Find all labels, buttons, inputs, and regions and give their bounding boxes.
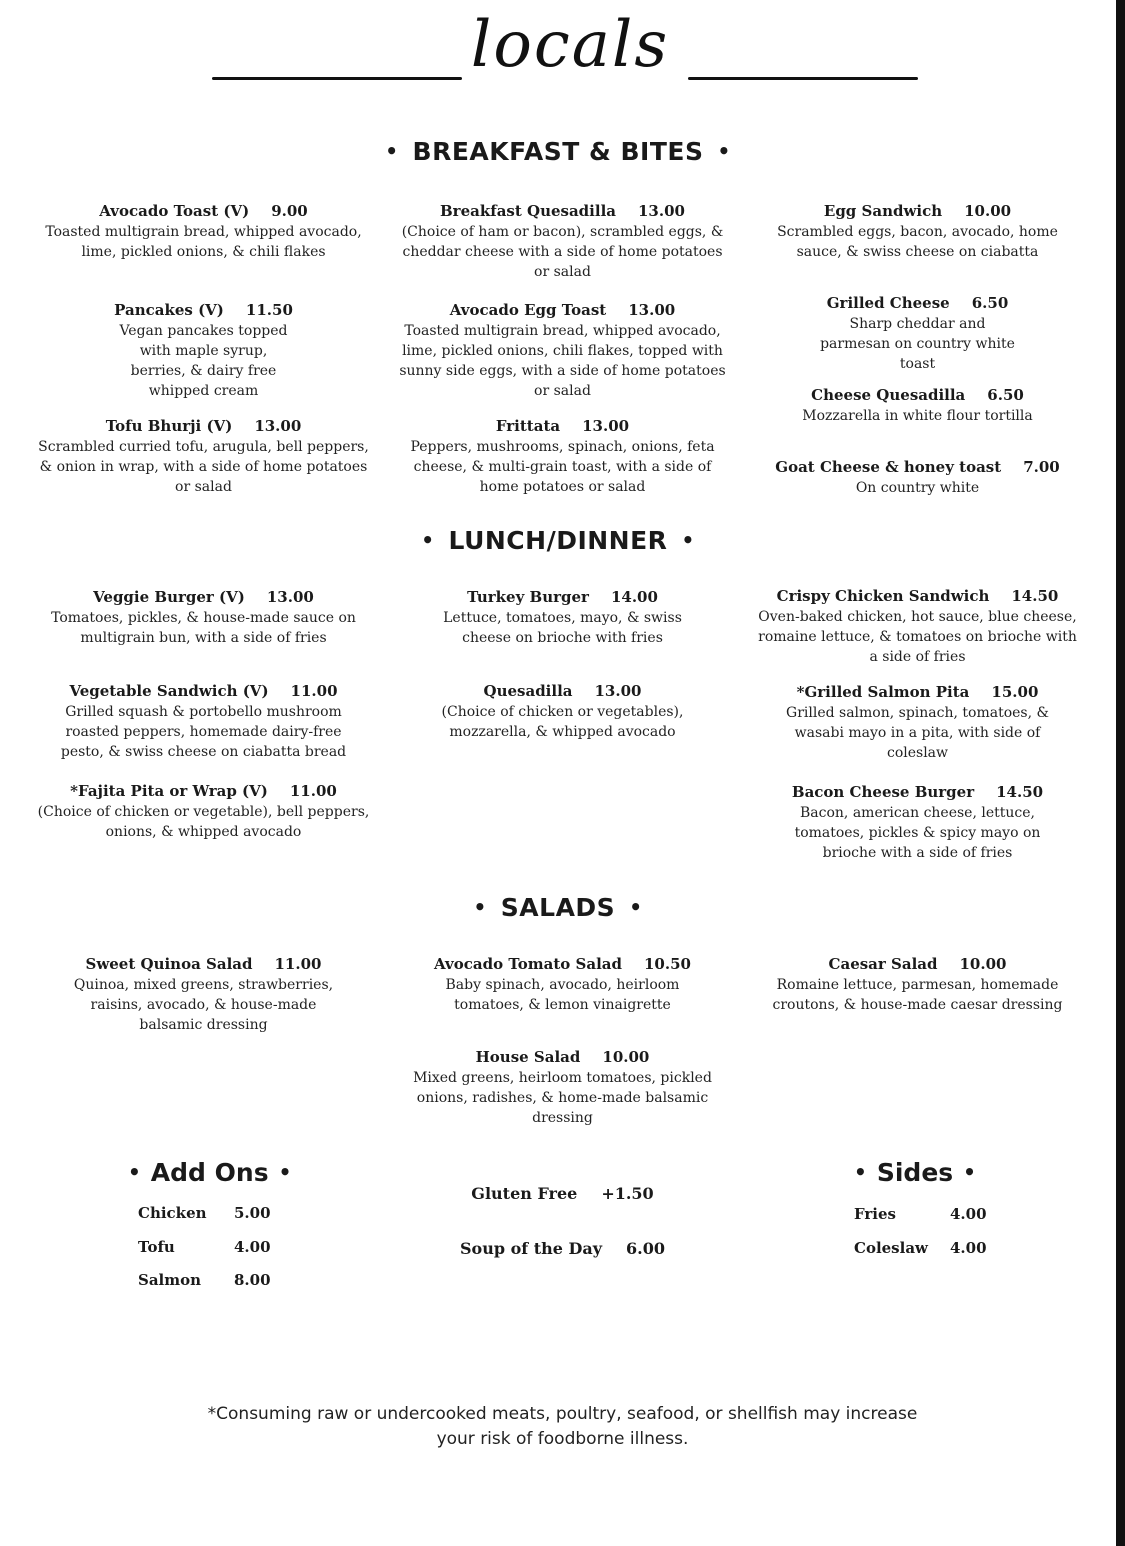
item-name: Sweet Quinoa Salad xyxy=(85,955,253,973)
item-desc: Vegan pancakes topped with maple syrup, berries, & dairy free whipped cream xyxy=(119,323,288,399)
item-name: Turkey Burger xyxy=(467,588,589,606)
extra-row xyxy=(380,1239,745,1258)
item-name: Goat Cheese & honey toast xyxy=(775,458,1002,476)
logo-text: locals xyxy=(470,8,670,82)
section-title-salads xyxy=(0,893,1116,922)
menu-item xyxy=(745,681,1090,763)
bullet-icon: • xyxy=(681,528,695,552)
menu-item xyxy=(31,200,376,262)
addon-name: Tofu xyxy=(138,1238,175,1256)
side-price: 4.00 xyxy=(950,1239,987,1257)
bullet-icon: • xyxy=(717,139,731,163)
footnote-warning: *Consuming raw or undercooked meats, poultry, seafood, or shellfish may increase your risk of foodborne illness. xyxy=(207,1404,918,1449)
item-desc: Oven-baked chicken, hot sauce, blue cheese, romaine lettuce, & tomatoes on brioche with a side of fries xyxy=(758,609,1077,665)
section-title-lunch xyxy=(0,526,1116,555)
addon-name: Chicken xyxy=(138,1204,207,1222)
item-desc: Bacon, american cheese, lettuce, tomatoes, pickles & spicy mayo on brioche with a side of fries xyxy=(794,805,1041,861)
item-name: Frittata xyxy=(495,417,561,435)
section-label: Add Ons xyxy=(150,1158,269,1187)
menu-item xyxy=(390,415,735,497)
item-price: 10.50 xyxy=(643,955,691,973)
item-desc: Sharp cheddar and parmesan on country white toast xyxy=(820,316,1015,372)
item-name: Breakfast Quesadilla xyxy=(440,202,616,220)
bullet-icon: • xyxy=(421,528,435,552)
side-price: 4.00 xyxy=(950,1205,987,1223)
addon-row xyxy=(138,1238,271,1256)
item-desc: On country white xyxy=(855,480,980,496)
item-name: Pancakes (V) xyxy=(114,301,224,319)
item-price: 10.00 xyxy=(602,1048,650,1066)
section-title-sides xyxy=(840,1158,990,1187)
menu-item xyxy=(390,680,735,742)
addon-row xyxy=(138,1204,271,1222)
side-name: Coleslaw xyxy=(854,1239,928,1257)
addon-price: 4.00 xyxy=(234,1238,271,1256)
menu-item xyxy=(390,1046,735,1128)
item-name: Avocado Toast (V) xyxy=(99,202,250,220)
item-desc: Mixed greens, heirloom tomatoes, pickled onions, radishes, & home-made balsamic dressing xyxy=(413,1070,712,1126)
addon-name: Salmon xyxy=(138,1271,202,1289)
item-desc: Toasted multigrain bread, whipped avocado, lime, pickled onions, chili flakes, topped with sunny side eggs, with a side of home potatoes or salad xyxy=(399,323,726,399)
item-price: 13.00 xyxy=(594,682,642,700)
side-row xyxy=(854,1239,987,1257)
menu-item xyxy=(390,953,735,1015)
addon-price: 5.00 xyxy=(234,1204,271,1222)
item-desc: Peppers, mushrooms, spinach, onions, feta cheese, & multi-grain toast, with a side of home potatoes or salad xyxy=(410,439,715,495)
logo-line-left xyxy=(212,77,462,80)
bullet-icon: • xyxy=(128,1160,141,1184)
menu-item xyxy=(31,780,376,842)
item-name: Grilled Cheese xyxy=(826,294,950,312)
item-name: *Grilled Salmon Pita xyxy=(796,683,970,701)
addon-row xyxy=(138,1271,271,1289)
item-desc: (Choice of ham or bacon), scrambled eggs, & cheddar cheese with a side of home potatoes or salad xyxy=(401,224,724,280)
item-name: Crispy Chicken Sandwich xyxy=(776,587,990,605)
extra-price: 6.00 xyxy=(626,1239,666,1258)
item-price: 11.00 xyxy=(289,782,337,800)
section-label: LUNCH/DINNER xyxy=(448,526,668,555)
item-price: 6.50 xyxy=(971,294,1009,312)
bullet-icon: • xyxy=(278,1160,292,1184)
menu-item xyxy=(390,200,735,282)
bullet-icon: • xyxy=(854,1160,867,1184)
menu-item xyxy=(31,299,376,401)
item-price: 11.00 xyxy=(274,955,322,973)
item-desc: Grilled salmon, spinach, tomatoes, & wasabi mayo in a pita, with side of coleslaw xyxy=(786,705,1049,761)
section-label: BREAKFAST & BITES xyxy=(412,137,704,166)
item-desc: Scrambled eggs, bacon, avocado, home sauce, & swiss cheese on ciabatta xyxy=(777,224,1058,260)
item-desc: Baby spinach, avocado, heirloom tomatoes, & lemon vinaigrette xyxy=(445,977,680,1013)
item-desc: (Choice of chicken or vegetable), bell peppers, onions, & whipped avocado xyxy=(37,804,370,840)
menu-item xyxy=(745,200,1090,262)
item-price: 13.00 xyxy=(628,301,676,319)
extra-name: Soup of the Day xyxy=(459,1239,603,1258)
item-price: 11.00 xyxy=(290,682,338,700)
item-price: 13.00 xyxy=(582,417,630,435)
section-label: Sides xyxy=(876,1158,954,1187)
item-desc: Scrambled curried tofu, arugula, bell peppers, & onion in wrap, with a side of home potatoes or salad xyxy=(38,439,369,495)
item-desc: Tomatoes, pickles, & house-made sauce on multigrain bun, with a side of fries xyxy=(51,610,356,646)
menu-item xyxy=(31,953,376,1035)
item-name: *Fajita Pita or Wrap (V) xyxy=(70,782,268,800)
item-desc: Grilled squash & portobello mushroom roasted peppers, homemade dairy-free pesto, & swiss cheese on ciabatta bread xyxy=(60,704,347,760)
item-name: Veggie Burger (V) xyxy=(93,588,245,606)
item-name: Avocado Egg Toast xyxy=(449,301,607,319)
extra-name: Gluten Free xyxy=(471,1184,578,1203)
menu-item xyxy=(390,299,735,401)
item-name: Vegetable Sandwich (V) xyxy=(69,682,269,700)
item-price: 9.00 xyxy=(271,202,308,220)
item-name: Caesar Salad xyxy=(828,955,938,973)
bullet-icon: • xyxy=(385,139,399,163)
menu-item xyxy=(31,586,376,648)
item-desc: Quinoa, mixed greens, strawberries, raisins, avocado, & house-made balsamic dressing xyxy=(73,977,334,1033)
side-name: Fries xyxy=(854,1205,896,1223)
extra-price: +1.50 xyxy=(601,1184,654,1203)
item-desc: (Choice of chicken or vegetables), mozzarella, & whipped avocado xyxy=(441,704,684,740)
item-name: Quesadilla xyxy=(483,682,573,700)
section-title-breakfast xyxy=(0,137,1116,166)
item-name: Egg Sandwich xyxy=(823,202,943,220)
item-name: Cheese Quesadilla xyxy=(811,386,966,404)
item-price: 14.00 xyxy=(610,588,658,606)
menu-item xyxy=(31,680,376,762)
item-price: 14.50 xyxy=(996,783,1044,801)
item-name: Bacon Cheese Burger xyxy=(791,783,975,801)
item-name: Avocado Tomato Salad xyxy=(434,955,622,973)
item-price: 15.00 xyxy=(991,683,1039,701)
menu-item xyxy=(390,586,735,648)
section-title-addons xyxy=(118,1158,292,1187)
bullet-icon: • xyxy=(629,895,643,919)
menu-item xyxy=(745,781,1090,863)
logo xyxy=(200,8,930,104)
item-price: 10.00 xyxy=(964,202,1012,220)
item-desc: Lettuce, tomatoes, mayo, & swiss cheese on brioche with fries xyxy=(443,610,682,646)
item-desc: Toasted multigrain bread, whipped avocado, lime, pickled onions, & chili flakes xyxy=(45,224,362,260)
addon-price: 8.00 xyxy=(234,1271,271,1289)
logo-line-right xyxy=(688,77,918,80)
item-price: 13.00 xyxy=(638,202,685,220)
side-row xyxy=(854,1205,987,1223)
item-price: 13.00 xyxy=(254,417,302,435)
section-label: SALADS xyxy=(500,893,616,922)
menu-item xyxy=(745,585,1090,667)
page-edge-bar xyxy=(1116,0,1125,1546)
item-desc: Mozzarella in white flour tortilla xyxy=(802,408,1033,424)
menu-item xyxy=(745,456,1090,498)
bullet-icon: • xyxy=(963,1160,976,1184)
item-desc: Romaine lettuce, parmesan, homemade croutons, & house-made caesar dressing xyxy=(772,977,1063,1013)
item-price: 6.50 xyxy=(987,386,1024,404)
item-name: Tofu Bhurji (V) xyxy=(105,417,233,435)
menu-item xyxy=(745,384,1090,426)
menu-item xyxy=(745,953,1090,1015)
item-name: House Salad xyxy=(475,1048,581,1066)
item-price: 7.00 xyxy=(1023,458,1060,476)
item-price: 14.50 xyxy=(1011,587,1059,605)
menu-item xyxy=(31,415,376,497)
item-price: 10.00 xyxy=(959,955,1007,973)
item-price: 13.00 xyxy=(266,588,314,606)
bullet-icon: • xyxy=(473,895,487,919)
extra-row xyxy=(380,1184,745,1203)
menu-item xyxy=(745,292,1090,374)
item-price: 11.50 xyxy=(245,301,293,319)
